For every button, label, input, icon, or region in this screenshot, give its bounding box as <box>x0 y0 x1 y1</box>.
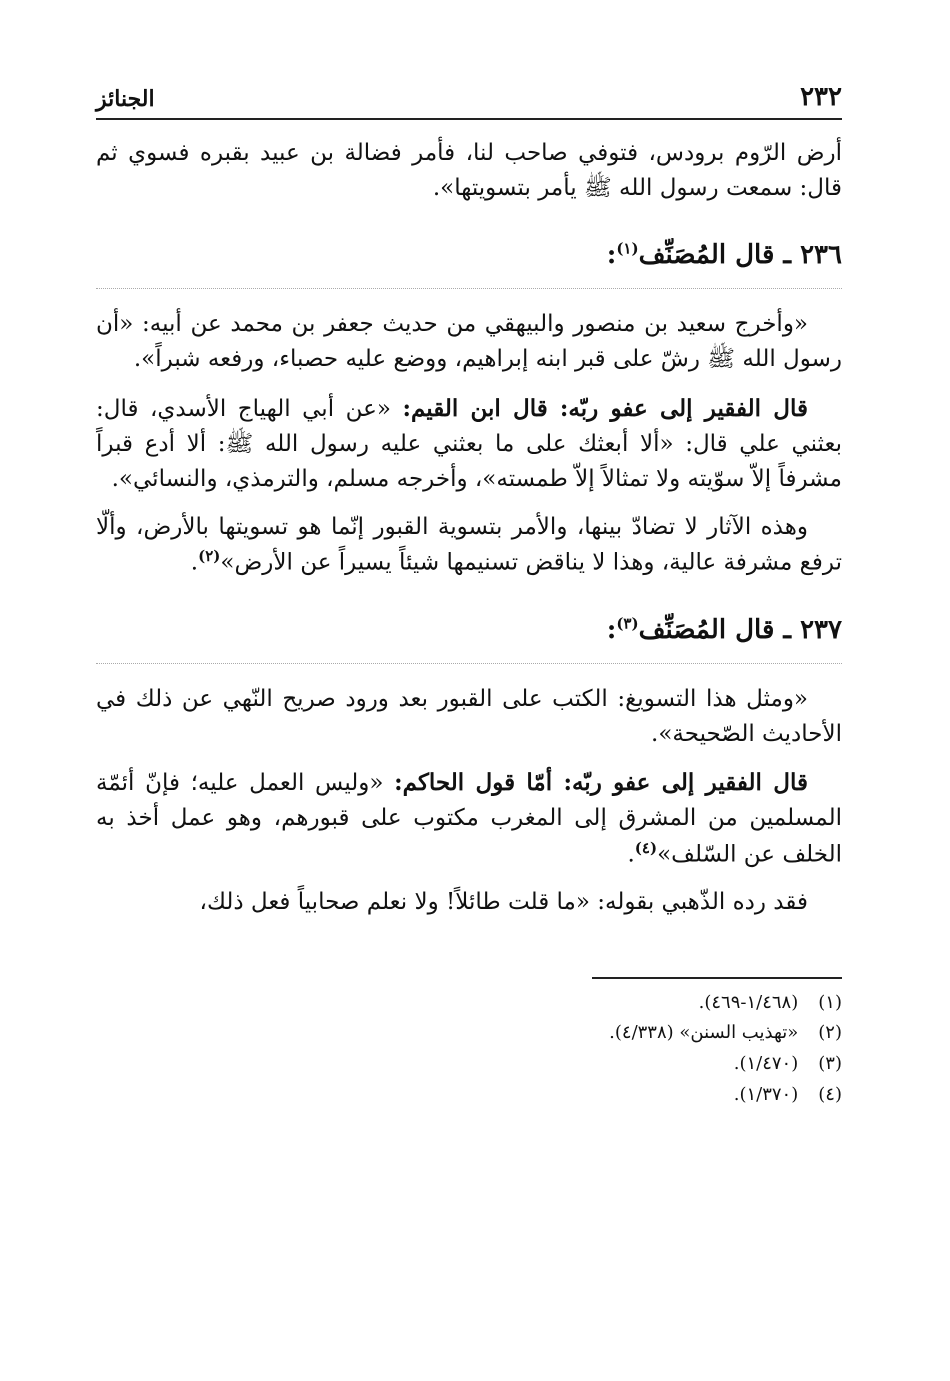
footnote-ref: (٣) <box>616 614 639 633</box>
footnote-ref: (١) <box>616 239 639 258</box>
section-heading-236: ٢٣٦ ـ قال المُصَنِّف$^{(١)}$: <box>96 236 842 289</box>
footnote-item <box>96 989 842 1018</box>
paragraph-commentary: قال الفقير إلى عفو ربّه: أمّا قول الحاكم: «وليس العمل عليه؛ فإنّ أئمّة المسلمين من المشرق إلى المغرب مكتوب على قبورهم، وهو عمل أخذ به الخلف عن السّلف»$^{(٤)}$. <box>96 769 842 868</box>
paragraph-commentary: فقد رده الذّهبي بقوله: «ما قلت طائلاً! ولا نعلم صحابياً فعل ذلك، <box>199 889 808 916</box>
footnote-text: (١/٣٧٠). <box>733 1084 799 1106</box>
footnote-number: (٤) <box>818 1084 842 1106</box>
footnote-item <box>96 1050 842 1079</box>
paragraph-quote: «ومثل هذا التسويغ: الكتب على القبور بعد ورود صريح النّهي عن ذلك في الأحاديث الصّحيحة». <box>96 685 842 748</box>
footnote-item <box>96 1019 842 1048</box>
footnote-ref: (٤) <box>634 838 658 857</box>
section-heading-237: ٢٣٧ ـ قال المُصَنِّف$^{(٣)}$: <box>96 611 842 664</box>
footnote-number: (١) <box>818 991 842 1013</box>
commentary-lead: قال الفقير إلى عفو ربّه: قال ابن القيم: <box>402 394 808 422</box>
running-head <box>96 70 842 120</box>
section-heading-text: ٢٣٧ ـ قال المُصَنِّف <box>638 615 842 646</box>
commentary-lead: قال الفقير إلى عفو ربّه: أمّا قول الحاكم: <box>394 769 808 797</box>
footnote-ref: (٢) <box>198 547 221 566</box>
book-page <box>96 70 842 1112</box>
paragraph-continuation: أرض الرّوم برودس، فتوفي صاحب لنا، فأمر فضالة بن عبيد بقبره فسوي ثم قال: سمعت رسول الله ﷺ يأمر بتسويتها». <box>96 140 842 202</box>
paragraph-commentary <box>96 391 842 498</box>
footnote-number: (٢) <box>818 1022 842 1044</box>
paragraph-commentary: وهذه الآثار لا تضادّ بينها، والأمر بتسوية القبور إنّما هو تسويتها بالأرض، وألّا ترفع مشرفة عالية، وهذا لا يناقض تسنيمها شيئاً يسيراً عن الأرض»$^{(٢)}$. <box>96 514 842 576</box>
paragraph-quote: «وأخرج سعيد بن منصور والبيهقي من حديث جعفر بن محمد عن أبيه: «أن رسول الله ﷺ رشّ على قبر ابنه إبراهيم، ووضع عليه حصباء، ورفعه شبراً». <box>96 311 842 373</box>
footnote-separator <box>592 977 842 979</box>
footnote-text: (١/٤٦٨-٤٦٩). <box>698 991 799 1013</box>
chapter-title: الجنائز <box>96 86 155 112</box>
page-number: ٢٣٢ <box>800 82 842 112</box>
footnote-text: «تهذيب السنن» (٤/٣٣٨). <box>609 1022 799 1044</box>
footnote-item <box>96 1081 842 1110</box>
commentary-text: «وليس العمل عليه؛ فإنّ أئمّة المسلمين من المشرق إلى المغرب مكتوب على قبورهم، وهو عمل أخذ به الخلف عن السّلف» <box>96 770 842 868</box>
footnote-text: (١/٤٧٠). <box>733 1053 799 1075</box>
page-body <box>96 136 842 921</box>
footnotes <box>96 989 842 1110</box>
section-heading-text: ٢٣٦ ـ قال المُصَنِّف <box>638 240 842 271</box>
commentary-text: وهذه الآثار لا تضادّ بينها، والأمر بتسوية القبور إنّما هو تسويتها بالأرض، وألّا ترفع مشرفة عالية، وهذا لا يناقض تسنيمها شيئاً يسيراً عن الأرض» <box>96 514 842 576</box>
commentary-text: «عن أبي الهياج الأسدي، قال: بعثني علي قال: «ألا أبعثك على ما بعثني عليه رسول الله ﷺ: ألا أدع قبراً مشرفاً إلاّ سوّيته ولا تمثالاً إلاّ طمسته»، وأخرجه مسلم، والترمذي، والنسائي». <box>96 395 842 492</box>
footnote-number: (٣) <box>818 1053 842 1075</box>
